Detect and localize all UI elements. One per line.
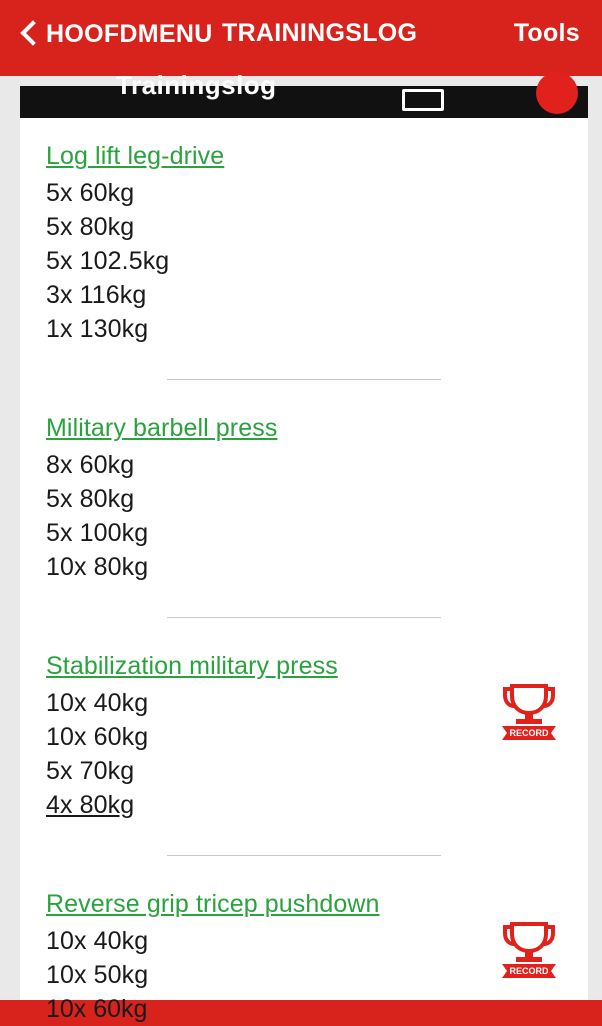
- record-trophy-icon: [494, 674, 564, 744]
- record-trophy-icon: [494, 912, 564, 982]
- svg-text:RECORD: RECORD: [509, 728, 549, 738]
- exercise-divider: [167, 617, 441, 618]
- exercise-divider-wrap: [46, 350, 562, 408]
- exercise-title-link[interactable]: Reverse grip tricep pushdown: [46, 890, 380, 918]
- exercise-title-link[interactable]: Stabilization military press: [46, 652, 338, 680]
- set-line: 5x 80kg: [46, 485, 135, 513]
- clipped-header-title: Trainingslog: [116, 70, 277, 100]
- training-log-sheet[interactable]: [20, 70, 588, 1023]
- exercise-divider: [167, 379, 441, 380]
- set-line-clipped: 10x 60kg: [46, 995, 148, 1023]
- svg-text:RECORD: RECORD: [509, 966, 549, 976]
- exercise-entry: [46, 136, 562, 346]
- set-line: 3x 116kg: [46, 281, 147, 309]
- exercise-entry: [46, 884, 562, 1023]
- exercise-entry: [46, 646, 562, 822]
- exercise-divider: [167, 855, 441, 856]
- exercise-divider-wrap: [46, 588, 562, 646]
- top-navigation-bar: [0, 0, 602, 68]
- set-line: 10x 60kg: [46, 723, 149, 751]
- clipped-header-box-icon: [402, 89, 444, 111]
- set-line: 8x 60kg: [46, 451, 135, 479]
- back-button-label: HOOFDMENU: [46, 19, 213, 48]
- exercise-title-link[interactable]: Log lift leg-drive: [46, 142, 225, 170]
- set-line: 1x 130kg: [46, 315, 149, 343]
- content-frame: [0, 70, 602, 1023]
- set-line-personal-record: 4x 80kg: [46, 791, 135, 819]
- clipped-sheet-header: [20, 70, 588, 118]
- set-line: 10x 50kg: [46, 961, 149, 989]
- tools-button[interactable]: Tools: [513, 19, 580, 47]
- set-line: 5x 80kg: [46, 213, 135, 241]
- back-to-main-menu-button[interactable]: [18, 19, 213, 49]
- exercise-divider-wrap: [46, 826, 562, 884]
- exercise-entry: [46, 408, 562, 584]
- clipped-header-circle-icon: [536, 72, 578, 114]
- chevron-left-icon: [18, 19, 40, 49]
- set-line: 10x 80kg: [46, 553, 149, 581]
- exercise-title-link[interactable]: Military barbell press: [46, 414, 278, 442]
- workout-log-list: [20, 118, 588, 1023]
- set-line: 5x 102.5kg: [46, 247, 170, 275]
- set-line: 5x 100kg: [46, 519, 149, 547]
- page-title: TRAININGSLOG: [222, 19, 418, 47]
- set-line: 10x 40kg: [46, 927, 149, 955]
- set-line: 10x 40kg: [46, 689, 149, 717]
- set-line: 5x 70kg: [46, 757, 135, 785]
- set-line: 5x 60kg: [46, 179, 135, 207]
